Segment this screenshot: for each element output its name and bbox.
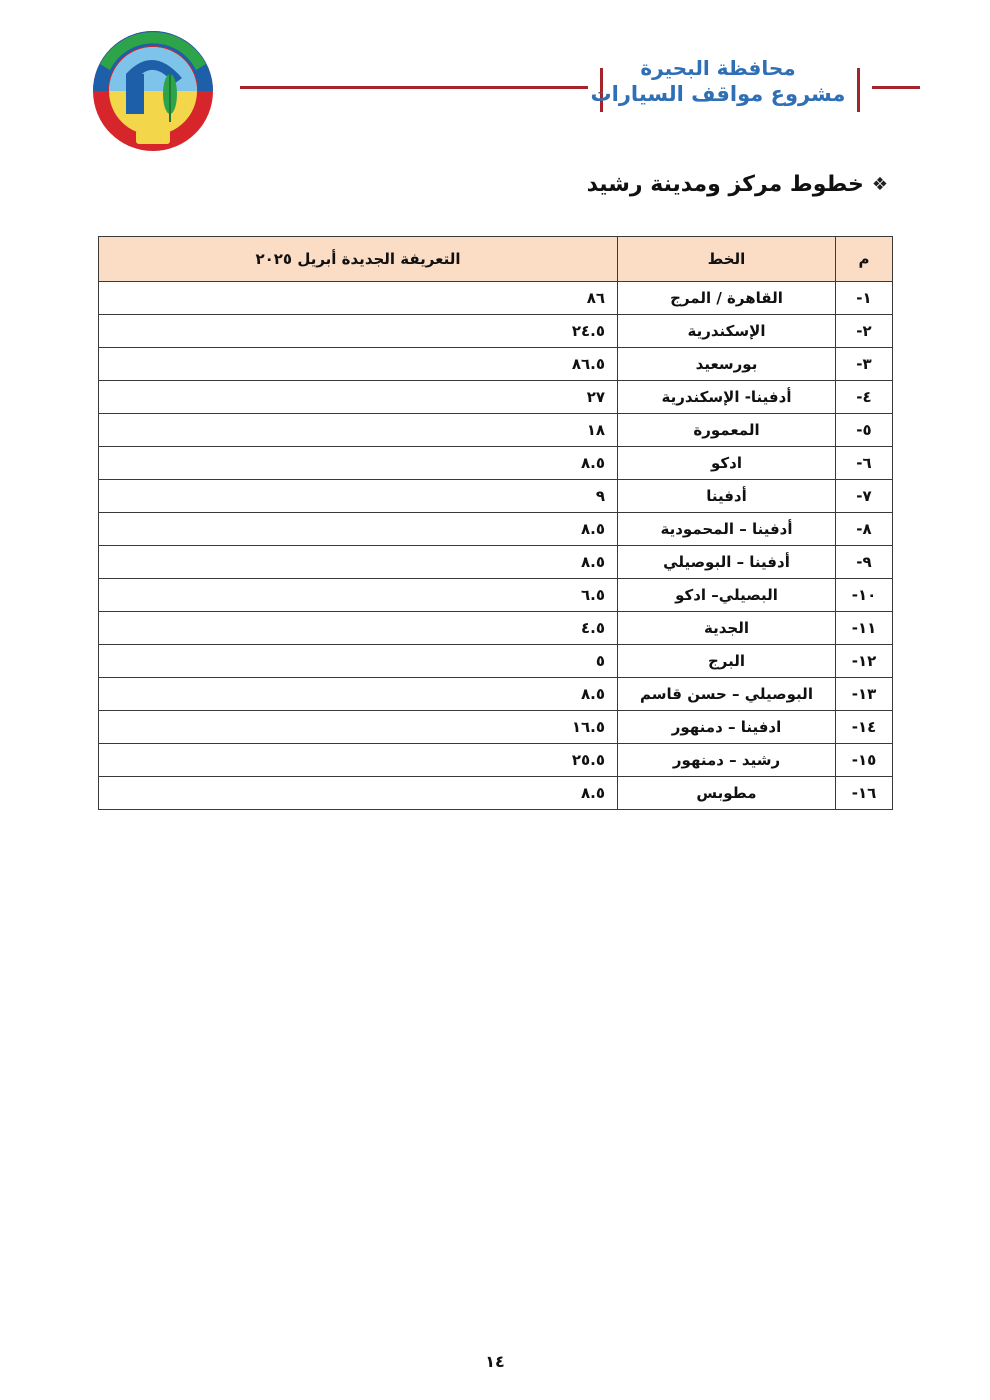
route-name-cell: ادفينا – دمنهور xyxy=(618,711,836,744)
table-row xyxy=(99,282,893,315)
governorate-emblem-icon xyxy=(86,24,220,158)
fares-table xyxy=(98,236,893,810)
row-number-cell: ١٠- xyxy=(836,579,893,612)
header-divider-right xyxy=(857,68,860,112)
section-title xyxy=(587,172,888,197)
fare-cell: ٦.٥ xyxy=(99,579,618,612)
route-name-cell: البرج xyxy=(618,645,836,678)
fare-cell: ٨٦.٥ xyxy=(99,348,618,381)
route-name-cell: رشيد – دمنهور xyxy=(618,744,836,777)
row-number-cell: ٦- xyxy=(836,447,893,480)
table-row xyxy=(99,315,893,348)
row-number-cell: ١٤- xyxy=(836,711,893,744)
row-number-cell: ١- xyxy=(836,282,893,315)
fare-cell: ٨.٥ xyxy=(99,777,618,810)
column-header-number: م xyxy=(836,237,893,282)
route-name-cell: بورسعيد xyxy=(618,348,836,381)
fare-cell: ٤.٥ xyxy=(99,612,618,645)
fare-cell: ٨.٥ xyxy=(99,546,618,579)
fare-cell: ١٦.٥ xyxy=(99,711,618,744)
column-header-fare: التعريفة الجديدة أبريل ٢٠٢٥ xyxy=(99,237,618,282)
route-name-cell: الإسكندرية xyxy=(618,315,836,348)
row-number-cell: ٣- xyxy=(836,348,893,381)
table-row xyxy=(99,678,893,711)
route-name-cell: ادكو xyxy=(618,447,836,480)
route-name-cell: الجدية xyxy=(618,612,836,645)
table-row xyxy=(99,480,893,513)
header-line-left xyxy=(240,86,588,89)
column-header-line: الخط xyxy=(618,237,836,282)
route-name-cell: مطوبس xyxy=(618,777,836,810)
fare-cell: ٢٧ xyxy=(99,381,618,414)
table-row xyxy=(99,579,893,612)
fare-cell: ٨.٥ xyxy=(99,513,618,546)
table-row xyxy=(99,414,893,447)
diamond-bullet-icon: ❖ xyxy=(871,174,888,195)
row-number-cell: ٩- xyxy=(836,546,893,579)
route-name-cell: القاهرة / المرج xyxy=(618,282,836,315)
table-row xyxy=(99,744,893,777)
fare-cell: ٢٥.٥ xyxy=(99,744,618,777)
fare-cell: ٨٦ xyxy=(99,282,618,315)
fare-cell: ٩ xyxy=(99,480,618,513)
header-title xyxy=(588,56,848,107)
row-number-cell: ٨- xyxy=(836,513,893,546)
fare-cell: ٥ xyxy=(99,645,618,678)
row-number-cell: ٧- xyxy=(836,480,893,513)
table-header-row xyxy=(99,237,893,282)
route-name-cell: المعمورة xyxy=(618,414,836,447)
table-row xyxy=(99,513,893,546)
table-row xyxy=(99,612,893,645)
fare-cell: ١٨ xyxy=(99,414,618,447)
route-name-cell: أدفينا xyxy=(618,480,836,513)
route-name-cell: أدفينا- الإسكندرية xyxy=(618,381,836,414)
row-number-cell: ٥- xyxy=(836,414,893,447)
fare-cell: ٨.٥ xyxy=(99,678,618,711)
project-name: مشروع مواقف السيارات xyxy=(590,82,846,106)
table-row xyxy=(99,348,893,381)
governorate-name: محافظة البحيرة xyxy=(640,56,796,80)
row-number-cell: ١٦- xyxy=(836,777,893,810)
fare-cell: ٢٤.٥ xyxy=(99,315,618,348)
table-row xyxy=(99,777,893,810)
section-title-text: خطوط مركز ومدينة رشيد xyxy=(586,172,864,197)
route-name-cell: أدفينا – البوصيلي xyxy=(618,546,836,579)
row-number-cell: ٤- xyxy=(836,381,893,414)
page-number: ١٤ xyxy=(485,1352,505,1371)
row-number-cell: ١٣- xyxy=(836,678,893,711)
route-name-cell: البوصيلي – حسن قاسم xyxy=(618,678,836,711)
route-name-cell: أدفينا – المحمودية xyxy=(618,513,836,546)
row-number-cell: ١١- xyxy=(836,612,893,645)
table-row xyxy=(99,546,893,579)
table-row xyxy=(99,711,893,744)
row-number-cell: ١٥- xyxy=(836,744,893,777)
table-row xyxy=(99,447,893,480)
route-name-cell: البصيلي– ادكو xyxy=(618,579,836,612)
table-row xyxy=(99,645,893,678)
governorate-logo xyxy=(86,24,220,158)
header-line-right xyxy=(872,86,920,89)
page-header xyxy=(0,0,990,160)
row-number-cell: ١٢- xyxy=(836,645,893,678)
row-number-cell: ٢- xyxy=(836,315,893,348)
table-row xyxy=(99,381,893,414)
fare-cell: ٨.٥ xyxy=(99,447,618,480)
